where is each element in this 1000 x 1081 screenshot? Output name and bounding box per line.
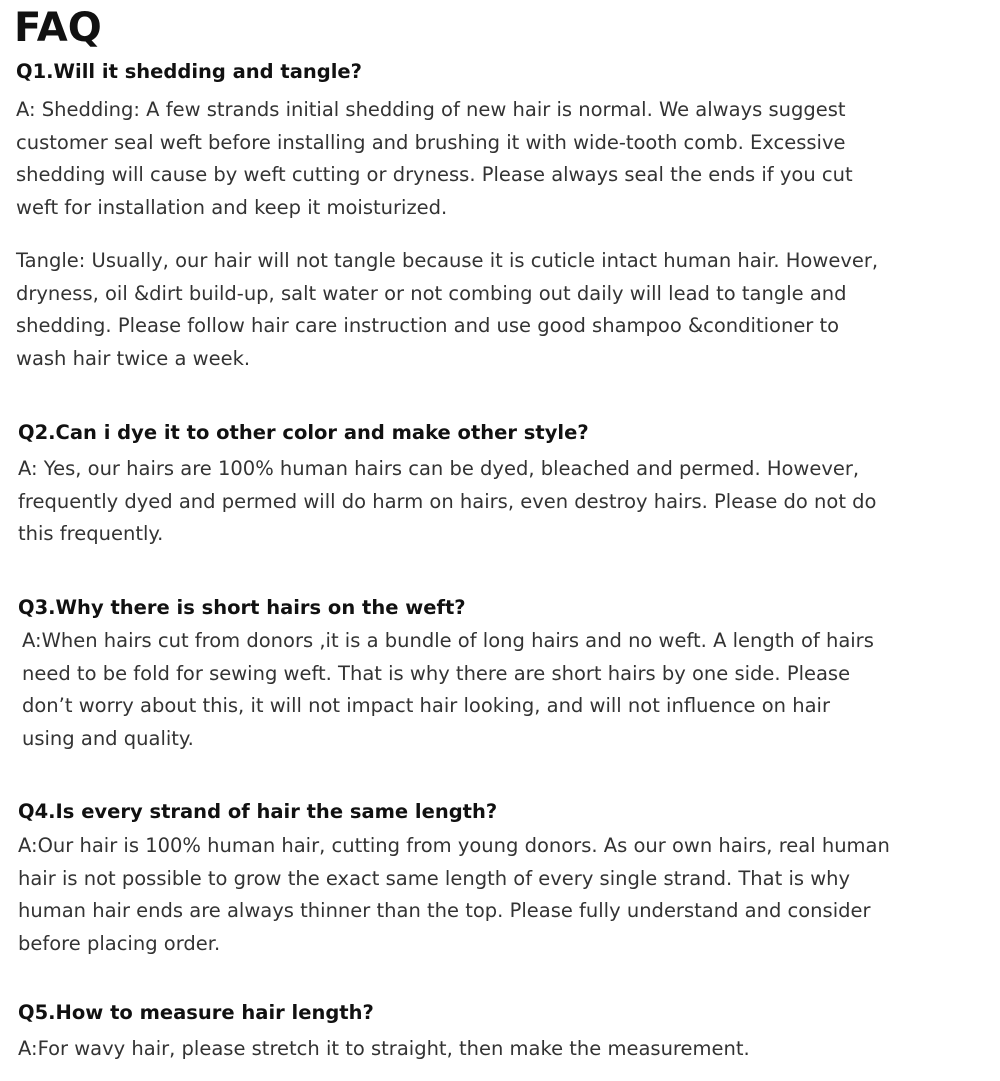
- page-title: FAQ: [14, 5, 102, 51]
- faq-question: Q2.Can i dye it to other color and make other style?: [18, 421, 589, 444]
- faq-answer: A: Yes, our hairs are 100% human hairs can be dyed, bleached and permed. However, frequently dyed and permed will do harm on hairs, even destroy hairs. Please do not do this frequently.: [18, 457, 877, 546]
- faq-item-q3: [18, 594, 1000, 756]
- faq-item-q1: [16, 58, 1000, 376]
- faq-answer-tangle: Tangle: Usually, our hair will not tangle because it is cuticle intact human hair. However, dryness, oil &dirt build-up, salt water or not combing out daily will lead to tangle and shedding. Please follow hair care instruction and use good shampoo &conditioner to wash hair twice a week.: [16, 248, 879, 370]
- faq-answer-shedding: A: Shedding: A few strands initial shedding of new hair is normal. We always suggest customer seal weft before installing and brushing it with wide-tooth comb. Excessive shedding will cause by weft cutting or dryness. Please always seal the ends if you cut weft for installation and keep it moisturized.: [16, 98, 853, 220]
- faq-question: Q4.Is every strand of hair the same length?: [18, 800, 498, 823]
- faq-question: Q5.How to measure hair length?: [18, 1001, 374, 1024]
- faq-item-q4: [18, 798, 1000, 961]
- faq-question: Q1.Will it shedding and tangle?: [16, 60, 362, 83]
- faq-answer: A:For wavy hair, please stretch it to straight, then make the measurement.: [18, 1037, 750, 1060]
- faq-question: Q3.Why there is short hairs on the weft?: [18, 596, 466, 619]
- faq-answer: A:Our hair is 100% human hair, cutting from young donors. As our own hairs, real human hair is not possible to grow the exact same length of every single strand. That is why human hair ends are always thinner than the top. Please fully understand and consider before placing order.: [18, 834, 890, 956]
- faq-item-q5: [18, 999, 1000, 1066]
- faq-answer: A:When hairs cut from donors ,it is a bundle of long hairs and no weft. A length of hairs need to be fold for sewing weft. That is why there are short hairs by one side. Please don’t worry about this, it will not impact hair looking, and will not influence on hair using and quality.: [22, 629, 874, 751]
- faq-item-q2: [18, 419, 1000, 551]
